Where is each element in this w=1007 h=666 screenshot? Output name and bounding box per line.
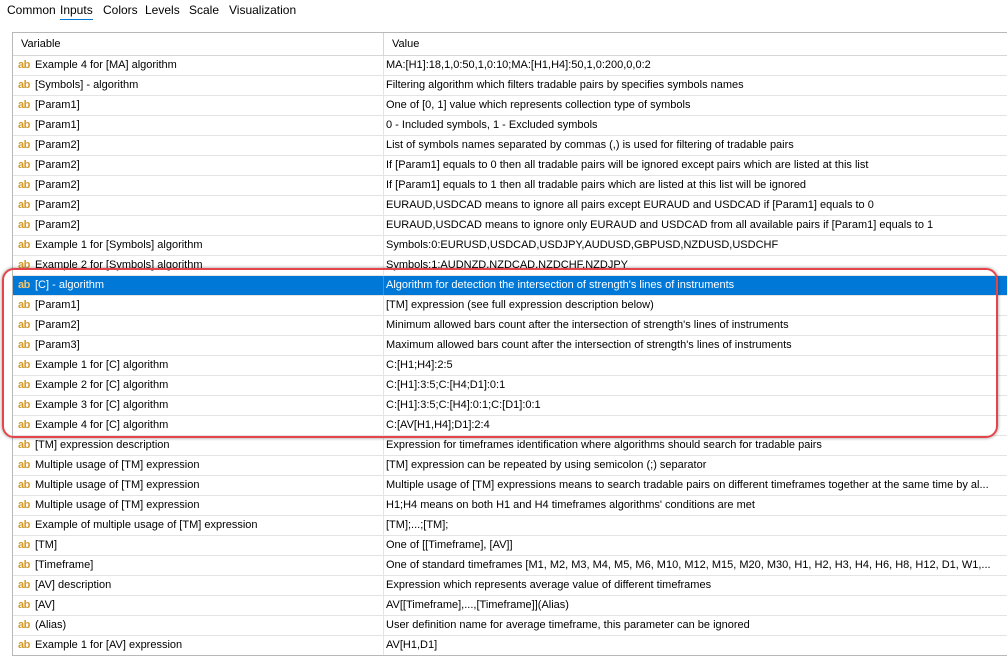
value-cell[interactable]: Expression for timeframes identification where algorithms should search for tradable pairs: [386, 439, 822, 451]
value-cell[interactable]: Symbols:1:AUDNZD,NZDCAD,NZDCHF,NZDJPY: [386, 259, 629, 271]
value-cell[interactable]: User definition name for average timeframe, this parameter can be ignored: [386, 619, 750, 631]
variable-name: [Param1]: [35, 119, 80, 131]
table-row[interactable]: [13, 356, 1007, 376]
table-row[interactable]: [13, 136, 1007, 156]
table-row[interactable]: [13, 636, 1007, 656]
tab-visualization[interactable]: Visualization: [229, 3, 297, 17]
variable-name: [Param1]: [35, 99, 80, 111]
variable-name: Example 1 for [AV] expression: [35, 639, 183, 651]
string-type-icon: ab: [18, 399, 30, 411]
variable-cell[interactable]: [13, 136, 384, 155]
table-row[interactable]: [13, 616, 1007, 636]
value-cell[interactable]: Expression which represents average value of different timeframes: [386, 579, 712, 591]
variable-cell[interactable]: [13, 156, 384, 175]
value-cell[interactable]: Symbols:0:EURUSD,USDCAD,USDJPY,AUDUSD,GBPUSD,NZDUSD,USDCHF: [386, 239, 779, 251]
value-cell[interactable]: Filtering algorithm which filters tradable pairs by specifies symbols names: [386, 79, 744, 91]
variable-name: [Param2]: [35, 139, 80, 151]
variable-cell[interactable]: [13, 556, 384, 575]
value-cell[interactable]: C:[H1]:3:5;C:[H4;D1]:0:1: [386, 379, 506, 391]
variable-cell[interactable]: [13, 316, 384, 335]
string-type-icon: ab: [18, 439, 30, 451]
variable-cell[interactable]: [13, 516, 384, 535]
table-row[interactable]: [13, 76, 1007, 96]
table-row[interactable]: [13, 216, 1007, 236]
variable-cell[interactable]: [13, 196, 384, 215]
variable-name: [Param2]: [35, 159, 80, 171]
variable-cell[interactable]: [13, 416, 384, 435]
value-cell[interactable]: List of symbols names separated by commas (,) is used for filtering of tradable pairs: [386, 139, 794, 151]
variable-name: [AV]: [35, 599, 55, 611]
variable-cell[interactable]: [13, 216, 384, 235]
table-row[interactable]: [13, 496, 1007, 516]
value-cell[interactable]: One of standard timeframes [M1, M2, M3, M4, M5, M6, M10, M12, M15, M20, M30, H1, H2, H3, H4, H6, H8, H12, D1, W1,...: [386, 559, 991, 571]
variable-cell[interactable]: [13, 336, 384, 355]
variable-name: Example 2 for [C] algorithm: [35, 379, 169, 391]
table-row[interactable]: [13, 596, 1007, 616]
variable-cell[interactable]: [13, 376, 384, 395]
string-type-icon: ab: [18, 559, 30, 571]
tab-inputs[interactable]: Inputs: [60, 3, 93, 20]
table-row[interactable]: [13, 376, 1007, 396]
table-row[interactable]: [13, 96, 1007, 116]
string-type-icon: ab: [18, 519, 30, 531]
table-header: [13, 33, 1007, 56]
variable-cell[interactable]: [13, 296, 384, 315]
string-type-icon: ab: [18, 359, 30, 371]
table-row[interactable]: [13, 536, 1007, 556]
value-cell[interactable]: EURAUD,USDCAD means to ignore all pairs except EURAUD and USDCAD if [Param1] equals to 0: [386, 199, 874, 211]
variable-cell[interactable]: [13, 456, 384, 475]
value-cell[interactable]: If [Param1] equals to 1 then all tradable pairs which are listed at this list will be ignored: [386, 179, 807, 191]
string-type-icon: ab: [18, 479, 30, 491]
variable-name: [Param1]: [35, 299, 80, 311]
string-type-icon: ab: [18, 339, 30, 351]
value-cell[interactable]: C:[AV[H1,H4];D1]:2:4: [386, 419, 490, 431]
table-row[interactable]: [13, 556, 1007, 576]
table-row[interactable]: [13, 456, 1007, 476]
string-type-icon: ab: [18, 259, 30, 271]
variable-name: [Param2]: [35, 219, 80, 231]
table-row[interactable]: [13, 116, 1007, 136]
value-cell[interactable]: AV[[Timeframe],...,[Timeframe]](Alias): [386, 599, 569, 611]
variable-cell[interactable]: [13, 496, 384, 515]
tab-colors[interactable]: Colors: [103, 3, 138, 17]
table-row[interactable]: [13, 336, 1007, 356]
variable-name: Example 4 for [MA] algorithm: [35, 59, 177, 71]
variable-name: [TM] expression description: [35, 439, 170, 451]
string-type-icon: ab: [18, 299, 30, 311]
value-cell[interactable]: [TM] expression can be repeated by using semicolon (;) separator: [386, 459, 707, 471]
variable-cell[interactable]: [13, 356, 384, 375]
table-row[interactable]: [13, 276, 1007, 296]
value-cell[interactable]: Algorithm for detection the intersection of strength's lines of instruments: [386, 279, 735, 291]
string-type-icon: ab: [18, 219, 30, 231]
value-cell[interactable]: AV[H1,D1]: [386, 639, 438, 651]
variable-name: [Param3]: [35, 339, 80, 351]
string-type-icon: ab: [18, 499, 30, 511]
variable-name: Example of multiple usage of [TM] expression: [35, 519, 258, 531]
string-type-icon: ab: [18, 459, 30, 471]
string-type-icon: ab: [18, 319, 30, 331]
variable-name: Example 1 for [C] algorithm: [35, 359, 169, 371]
string-type-icon: ab: [18, 99, 30, 111]
variable-cell[interactable]: [13, 636, 384, 655]
variable-cell[interactable]: [13, 576, 384, 595]
value-cell[interactable]: Multiple usage of [TM] expressions means to search tradable pairs on different timeframes together at the same time by al...: [386, 479, 989, 491]
variable-name: Example 2 for [Symbols] algorithm: [35, 259, 203, 271]
value-cell[interactable]: MA:[H1]:18,1,0:50,1,0:10;MA:[H1,H4]:50,1,0:200,0,0:2: [386, 59, 651, 71]
string-type-icon: ab: [18, 419, 30, 431]
table-row[interactable]: [13, 576, 1007, 596]
table-row[interactable]: [13, 296, 1007, 316]
string-type-icon: ab: [18, 179, 30, 191]
variable-name: [Param2]: [35, 319, 80, 331]
string-type-icon: ab: [18, 379, 30, 391]
string-type-icon: ab: [18, 139, 30, 151]
table-row[interactable]: [13, 176, 1007, 196]
string-type-icon: ab: [18, 279, 30, 291]
value-cell[interactable]: Maximum allowed bars count after the intersection of strength's lines of instruments: [386, 339, 792, 351]
column-header-variable[interactable]: Variable: [13, 33, 384, 55]
value-cell[interactable]: Minimum allowed bars count after the intersection of strength's lines of instruments: [386, 319, 789, 331]
variable-cell[interactable]: [13, 396, 384, 415]
table-row[interactable]: [13, 256, 1007, 276]
value-cell[interactable]: One of [0, 1] value which represents collection type of symbols: [386, 99, 691, 111]
string-type-icon: ab: [18, 199, 30, 211]
value-cell[interactable]: EURAUD,USDCAD means to ignore only EURAUD and USDCAD from all available pairs if [Param1] equals to 1: [386, 219, 934, 231]
table-row[interactable]: [13, 56, 1007, 76]
tab-bar: [0, 0, 1007, 24]
string-type-icon: ab: [18, 539, 30, 551]
inputs-table: [12, 32, 1007, 656]
table-row[interactable]: [13, 156, 1007, 176]
value-cell[interactable]: One of [[Timeframe], [AV]]: [386, 539, 513, 551]
table-row[interactable]: [13, 396, 1007, 416]
variable-name: [AV] description: [35, 579, 112, 591]
string-type-icon: ab: [18, 119, 30, 131]
column-header-value[interactable]: Value: [392, 38, 420, 50]
string-type-icon: ab: [18, 579, 30, 591]
variable-name: (Alias): [35, 619, 67, 631]
variable-cell[interactable]: [13, 256, 384, 275]
string-type-icon: ab: [18, 159, 30, 171]
string-type-icon: ab: [18, 79, 30, 91]
table-row[interactable]: [13, 476, 1007, 496]
table-row[interactable]: [13, 416, 1007, 436]
value-cell[interactable]: If [Param1] equals to 0 then all tradable pairs will be ignored except pairs which are listed at this list: [386, 159, 869, 171]
value-cell[interactable]: [TM];...;[TM];: [386, 519, 449, 531]
value-cell[interactable]: [TM] expression (see full expression description below): [386, 299, 654, 311]
string-type-icon: ab: [18, 239, 30, 251]
variable-name: [Param2]: [35, 179, 80, 191]
string-type-icon: ab: [18, 619, 30, 631]
variable-cell[interactable]: [13, 96, 384, 115]
tab-common[interactable]: Common: [7, 3, 56, 17]
variable-name: [Symbols] - algorithm: [35, 79, 139, 91]
variable-cell[interactable]: [13, 116, 384, 135]
table-row[interactable]: [13, 436, 1007, 456]
table-row[interactable]: [13, 196, 1007, 216]
variable-name: Multiple usage of [TM] expression: [35, 459, 200, 471]
variable-cell[interactable]: [13, 476, 384, 495]
variable-cell[interactable]: [13, 536, 384, 555]
variable-cell[interactable]: [13, 176, 384, 195]
variable-name: Multiple usage of [TM] expression: [35, 499, 200, 511]
variable-cell[interactable]: [13, 616, 384, 635]
variable-cell[interactable]: [13, 596, 384, 615]
variable-name: Multiple usage of [TM] expression: [35, 479, 200, 491]
variable-name: [Timeframe]: [35, 559, 94, 571]
value-cell[interactable]: C:[H1]:3:5;C:[H4]:0:1;C:[D1]:0:1: [386, 399, 541, 411]
variable-name: Example 3 for [C] algorithm: [35, 399, 169, 411]
value-cell[interactable]: H1;H4 means on both H1 and H4 timeframes algorithms' conditions are met: [386, 499, 755, 511]
tab-levels[interactable]: Levels: [145, 3, 180, 17]
table-body: [13, 56, 1007, 656]
string-type-icon: ab: [18, 599, 30, 611]
variable-cell[interactable]: [13, 76, 384, 95]
variable-name: Example 1 for [Symbols] algorithm: [35, 239, 203, 251]
tab-scale[interactable]: Scale: [189, 3, 220, 17]
variable-name: [C] - algorithm: [35, 279, 105, 291]
value-cell[interactable]: C:[H1;H4]:2:5: [386, 359, 453, 371]
variable-name: [TM]: [35, 539, 57, 551]
variable-name: [Param2]: [35, 199, 80, 211]
variable-cell[interactable]: [13, 236, 384, 255]
table-row[interactable]: [13, 316, 1007, 336]
table-row[interactable]: [13, 236, 1007, 256]
variable-cell[interactable]: [13, 276, 384, 295]
variable-name: Example 4 for [C] algorithm: [35, 419, 169, 431]
variable-cell[interactable]: [13, 436, 384, 455]
string-type-icon: ab: [18, 59, 30, 71]
string-type-icon: ab: [18, 639, 30, 651]
value-cell[interactable]: 0 - Included symbols, 1 - Excluded symbols: [386, 119, 598, 131]
variable-cell[interactable]: [13, 56, 384, 75]
table-row[interactable]: [13, 516, 1007, 536]
